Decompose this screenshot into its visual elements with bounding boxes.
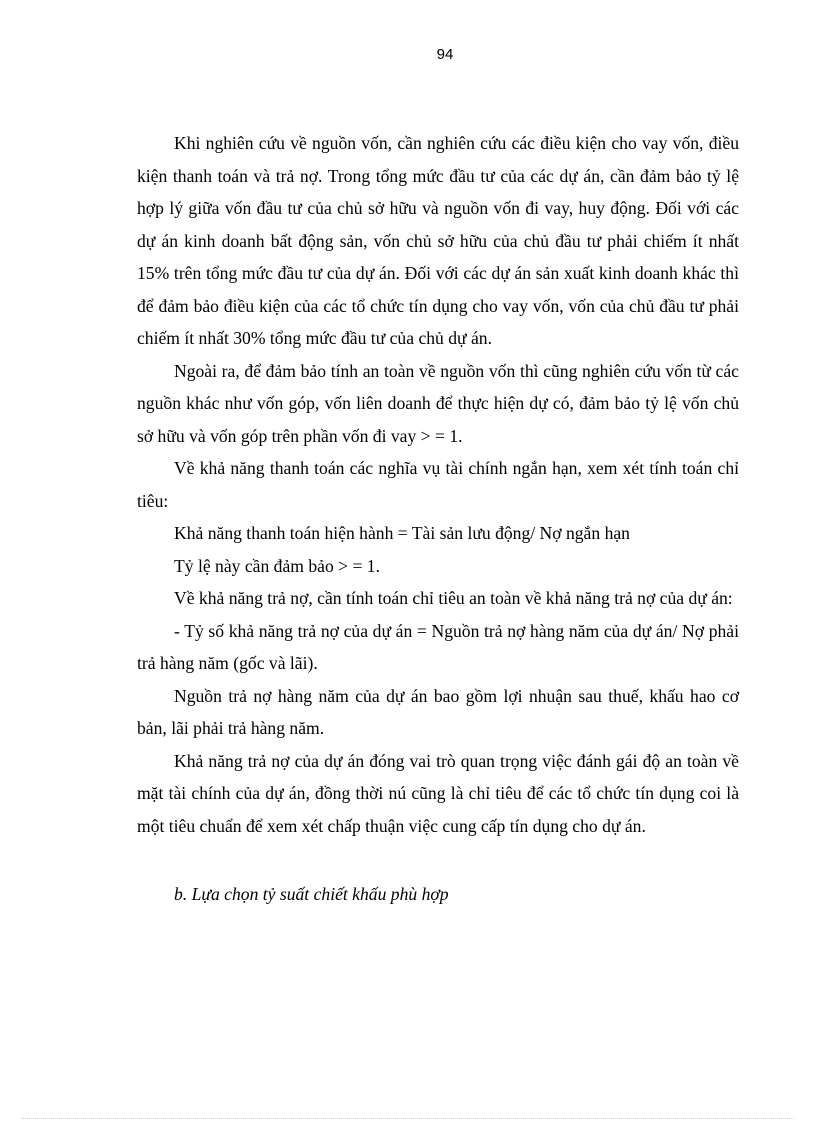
paragraph-capital-safety: Ngoài ra, để đảm bảo tính an toàn về nguồn vốn thì cũng nghiên cứu vốn từ các nguồn khác như vốn góp, vốn liên doanh để thực hiện dự có, đảm bảo tỷ lệ vốn chủ sở hữu và vốn góp trên phần vốn đi vay > = 1. <box>137 360 739 446</box>
section-heading: b. Lựa chọn tỷ suất chiết khấu phù hợp <box>174 884 449 904</box>
paragraph-debt-repayment: Về khả năng trả nợ, cần tính toán chỉ tiêu an toàn về khả năng trả nợ của dự án: <box>174 588 733 608</box>
paragraph-repayment-sources: Nguồn trả nợ hàng năm của dự án bao gồm lợi nhuận sau thuế, khấu hao cơ bản, lãi phải trả hàng năm. <box>137 685 739 738</box>
paragraph-repayment-role: Khả năng trả nợ của dự án đóng vai trò quan trọng việc đánh gái độ an toàn về mặt tài chính của dự án, đồng thời nú cũng là chỉ tiêu để các tổ chức tín dụng coi là một tiêu chuẩn để xem xét chấp thuận việc cung cấp tín dụng cho dự án. <box>137 750 739 836</box>
formula-debt-service-ratio: - Tỷ số khả năng trả nợ của dự án = Nguồn trả nợ hàng năm của dự án/ Nợ phải trả hàng năm (gốc và lãi). <box>137 620 739 673</box>
paragraph-capital-sources: Khi nghiên cứu về nguồn vốn, cần nghiên cứu các điều kiện cho vay vốn, điều kiện thanh toán và trả nợ. Trong tổng mức đầu tư của các dự án, cần đảm bảo tỷ lệ hợp lý giữa vốn đầu tư của chủ sở hữu và nguồn vốn đi vay, huy động. Đối với các dự án kinh doanh bất động sản, vốn chủ sở hữu của chủ đầu tư phải chiếm ít nhất 15% trên tổng mức đầu tư của dự án. Đối với các dự án sản xuất kinh doanh khác thì để đảm bảo điều kiện của các tổ chức tín dụng cho vay vốn, vốn của chủ đầu tư phải chiếm ít nhất 30% tổng mức đầu tư của chủ dự án. <box>137 133 739 348</box>
formula-current-ratio: Khả năng thanh toán hiện hành = Tài sản lưu động/ Nợ ngắn hạn <box>174 523 630 543</box>
page-bottom-divider <box>22 1118 794 1119</box>
page-number: 94 <box>436 46 454 63</box>
paragraph-ratio-requirement: Tỷ lệ này cần đảm bảo > = 1. <box>174 555 380 576</box>
paragraph-short-term-obligations: Về khả năng thanh toán các nghĩa vụ tài chính ngắn hạn, xem xét tính toán chỉ tiêu: <box>137 458 739 511</box>
document-body <box>137 127 739 911</box>
